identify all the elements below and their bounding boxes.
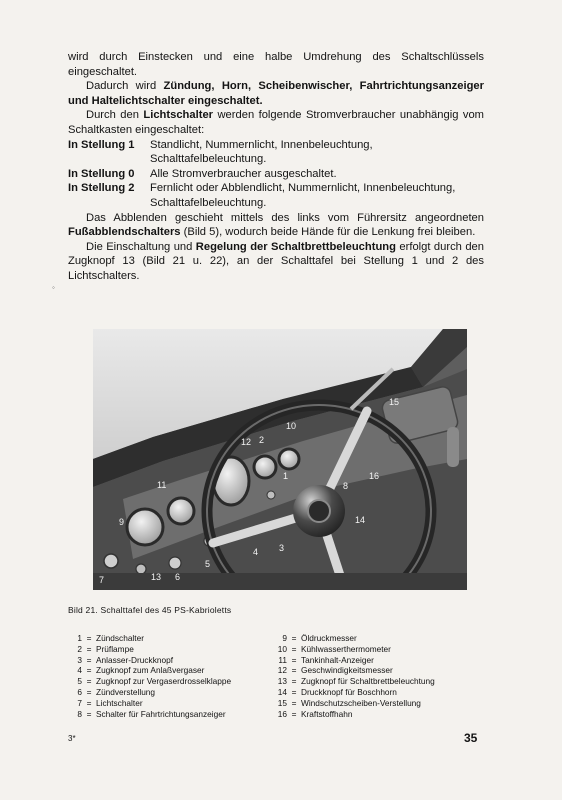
callout-7: 7 bbox=[99, 575, 105, 585]
legend-eq: = bbox=[291, 697, 297, 708]
margin-mark: ◦ bbox=[52, 283, 55, 292]
p4-bold: Fußabblendschalters bbox=[68, 226, 181, 239]
callout-4: 4 bbox=[253, 547, 259, 557]
legend-item bbox=[273, 687, 483, 698]
legend-number: 12 bbox=[277, 665, 287, 676]
p4-pre: Das Abblenden geschieht mittels des links vom Führersitz angeordneten bbox=[86, 211, 484, 224]
callout-2: 2 bbox=[259, 435, 265, 445]
stellung-label: In Stellung 1 bbox=[68, 138, 135, 151]
legend-text: Anlasser-Druckknopf bbox=[96, 654, 174, 665]
legend-text: Kraftstoffhahn bbox=[301, 708, 353, 719]
p5-post: erfolgt durch den Zugknopf 13 (Bild 21 u. 22), an der Schalttafel bei Stellung 1 und 2 des Lichtschalters. bbox=[68, 240, 484, 282]
legend-eq: = bbox=[291, 676, 297, 687]
legend-number: 10 bbox=[277, 643, 287, 654]
stellung-text: Fernlicht oder Abblendlicht, Nummernlicht, Innenbeleuchtung, Schalttafelbeleuchtung. bbox=[150, 182, 456, 209]
paragraph-4 bbox=[68, 211, 484, 240]
legend-text: Zündverstellung bbox=[96, 686, 156, 697]
legend-text: Zugknopf zur Vergaserdrosselklappe bbox=[96, 676, 232, 687]
legend-item bbox=[68, 698, 278, 709]
callout-13: 13 bbox=[151, 572, 162, 582]
legend-number: 4 bbox=[77, 665, 82, 676]
p3-pre: Durch den bbox=[86, 109, 144, 122]
callout-5: 5 bbox=[205, 559, 211, 569]
legend-eq: = bbox=[86, 676, 92, 687]
paragraph-1: wird durch Einstecken und eine halbe Umdrehung des Schaltschlüssels eingeschaltet. bbox=[68, 51, 484, 78]
legend-number: 2 bbox=[77, 643, 82, 654]
paragraph-5 bbox=[68, 240, 484, 284]
legend-text: Windschutzscheiben-Verstellung bbox=[301, 697, 421, 708]
stellung-text: Standlicht, Nummernlicht, Innenbeleuchtung, Schalttafelbeleuchtung. bbox=[150, 138, 373, 166]
legend-eq: = bbox=[291, 686, 297, 697]
legend-number: 11 bbox=[278, 654, 287, 665]
callout-8: 8 bbox=[343, 481, 349, 491]
legend-left bbox=[68, 633, 278, 719]
legend-item bbox=[273, 709, 483, 720]
legend-number: 14 bbox=[277, 686, 287, 697]
legend-item bbox=[68, 655, 278, 666]
stellung-0 bbox=[68, 167, 484, 182]
legend-right bbox=[273, 633, 483, 719]
stellung-2 bbox=[68, 181, 484, 210]
p5-bold: Regelung der Schaltbrettbeleuchtung bbox=[195, 240, 396, 253]
legend-item bbox=[273, 698, 483, 709]
legend-eq: = bbox=[291, 643, 297, 654]
legend-text: Kühlwasserthermometer bbox=[301, 643, 391, 654]
legend-item bbox=[68, 687, 278, 698]
page-number: 35 bbox=[464, 731, 478, 745]
paragraph-2 bbox=[68, 79, 484, 108]
legend-item bbox=[273, 644, 483, 655]
legend-text: Öldruckmesser bbox=[301, 633, 357, 643]
legend-item bbox=[68, 709, 278, 720]
legend-text: Geschwindigkeitsmesser bbox=[301, 665, 393, 676]
legend-text: Zugknopf zum Anlaßvergaser bbox=[96, 665, 205, 676]
legend-eq: = bbox=[291, 665, 297, 676]
legend-text: Lichtschalter bbox=[96, 697, 143, 708]
legend-text: Zündschalter bbox=[96, 633, 144, 643]
legend-item bbox=[68, 644, 278, 655]
legend-item bbox=[273, 676, 483, 687]
legend-number: 5 bbox=[77, 676, 82, 687]
legend-eq: = bbox=[86, 643, 92, 654]
callout-12: 12 bbox=[241, 437, 252, 447]
legend-eq: = bbox=[291, 708, 297, 719]
legend-eq: = bbox=[86, 654, 92, 665]
legend-item bbox=[273, 655, 483, 666]
legend-text: Schalter für Fahrtrichtungsanzeiger bbox=[96, 708, 226, 719]
legend-item bbox=[68, 665, 278, 676]
legend-number: 13 bbox=[277, 676, 287, 687]
callout-15: 15 bbox=[389, 397, 400, 407]
legend-item bbox=[68, 633, 278, 644]
legend-eq: = bbox=[86, 665, 92, 676]
legend-text: Zugknopf für Schaltbrettbeleuchtung bbox=[301, 676, 435, 687]
legend-number: 15 bbox=[277, 697, 287, 708]
callout-11: 11 bbox=[157, 480, 167, 490]
legend-item bbox=[273, 665, 483, 676]
legend-number: 9 bbox=[282, 633, 287, 643]
p2-pre: Dadurch wird bbox=[86, 80, 164, 93]
legend-item bbox=[273, 633, 483, 644]
legend-number: 6 bbox=[77, 686, 82, 697]
legend-eq: = bbox=[86, 697, 92, 708]
callout-14: 14 bbox=[355, 515, 366, 525]
figure-caption: Bild 21. Schalttafel des 45 PS-Kabrioletts bbox=[68, 605, 232, 615]
legend-number: 1 bbox=[77, 633, 82, 643]
body-text bbox=[68, 50, 484, 284]
p2-bold: Zündung, Horn, Scheibenwischer, Fahrtrichtungsanzeiger und Haltelichtschalter eingeschaltet. bbox=[68, 80, 484, 107]
callout-10: 10 bbox=[286, 421, 297, 431]
legend-eq: = bbox=[86, 633, 92, 643]
signature-mark: 3* bbox=[68, 734, 76, 743]
legend-number: 8 bbox=[77, 708, 82, 719]
legend-eq: = bbox=[291, 633, 297, 643]
stellung-label: In Stellung 0 bbox=[68, 167, 135, 180]
stellung-1 bbox=[68, 138, 484, 167]
p3-bold: Lichtschalter bbox=[143, 109, 214, 122]
legend-eq: = bbox=[86, 708, 92, 719]
legend-number: 7 bbox=[77, 697, 82, 708]
callout-9: 9 bbox=[119, 517, 125, 527]
legend-eq: = bbox=[86, 686, 92, 697]
legend-number: 3 bbox=[77, 654, 82, 665]
callout-16: 16 bbox=[369, 471, 380, 481]
dashboard-photo bbox=[93, 329, 467, 590]
legend-text: Tankinhalt-Anzeiger bbox=[301, 654, 374, 665]
legend-text: Prüflampe bbox=[96, 643, 134, 654]
p3-post: werden folgende Stromverbraucher unabhängig vom Schaltkasten eingeschaltet: bbox=[68, 109, 484, 136]
p5-pre: Die Einschaltung und bbox=[86, 240, 196, 253]
stellung-text: Alle Stromverbraucher ausgeschaltet. bbox=[150, 167, 337, 180]
paragraph-3 bbox=[68, 108, 484, 137]
legend-item bbox=[68, 676, 278, 687]
callout-6: 6 bbox=[175, 572, 181, 582]
legend-text: Druckknopf für Boschhorn bbox=[301, 686, 397, 697]
legend-number: 16 bbox=[277, 708, 287, 719]
callout-1: 1 bbox=[283, 471, 289, 481]
dashboard-illustration bbox=[93, 329, 467, 590]
p4-post: (Bild 5), wodurch beide Hände für die Lenkung frei bleiben. bbox=[180, 226, 476, 239]
callout-3: 3 bbox=[279, 543, 285, 553]
stellung-label: In Stellung 2 bbox=[68, 182, 135, 195]
legend-eq: = bbox=[291, 654, 297, 665]
